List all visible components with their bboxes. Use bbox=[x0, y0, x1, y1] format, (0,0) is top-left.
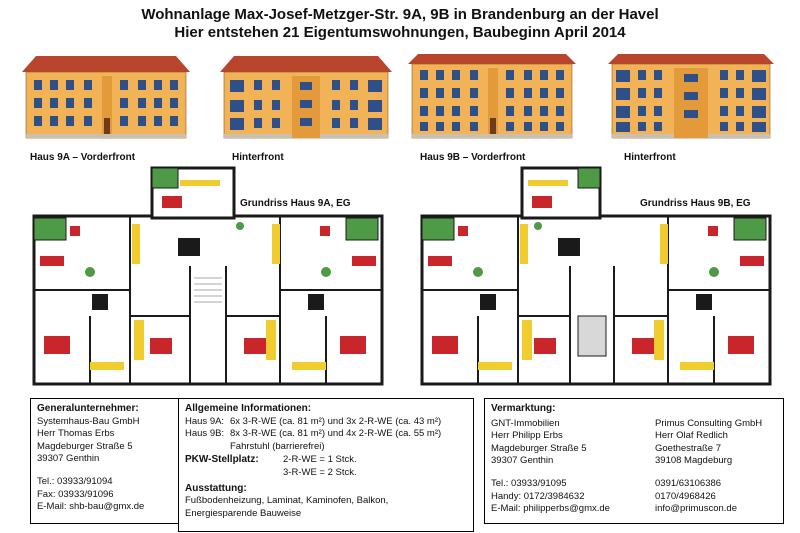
page-subtitle: Hier entstehen 21 Eigentumswohnungen, Baubeginn April 2014 bbox=[174, 24, 626, 41]
info-house-9a-label: Haus 9A: bbox=[185, 415, 225, 427]
contractor-company: Systemhaus-Bau GmbH bbox=[37, 415, 140, 427]
info-house-9b-units: 8x 3-R-WE (ca. 81 m²) und 4x 2-R-WE (ca. 55 m²) bbox=[230, 428, 442, 440]
building-elevation-9a-front bbox=[22, 50, 190, 140]
info-parking-2room: 2-R-WE = 1 Stck. bbox=[283, 454, 357, 466]
building-elevation-9b-back bbox=[608, 50, 774, 140]
info-elevator: Fahrstuhl (barrierefrei) bbox=[230, 440, 325, 452]
marketing-consultant-phone: 0391/63106386 bbox=[655, 477, 722, 489]
marketing-agent-email: E-Mail: philipperbs@gmx.de bbox=[491, 503, 610, 515]
marketing-agent-person: Herr Philipp Erbs bbox=[491, 430, 563, 442]
marketing-agent-company: GNT-Immobilien bbox=[491, 417, 560, 429]
marketing-consultant-person: Herr Olaf Redlich bbox=[655, 430, 728, 442]
marketing-agent-city: 39307 Genthin bbox=[491, 455, 554, 467]
building-elevation-9a-back bbox=[220, 50, 392, 140]
elevation-label-9b-front: Haus 9B – Vorderfront bbox=[420, 152, 526, 163]
info-equipment-line1: Fußbodenheizung, Laminat, Kaminofen, Balkon, bbox=[185, 495, 389, 507]
info-parking-3room: 3-R-WE = 2 Stck. bbox=[283, 466, 357, 478]
contractor-email: E-Mail: shb-bau@gmx.de bbox=[37, 501, 145, 513]
info-house-9a-units: 6x 3-R-WE (ca. 81 m²) und 3x 2-R-WE (ca. 43 m²) bbox=[230, 415, 442, 427]
general-info-box bbox=[178, 398, 474, 532]
marketing-consultant-company: Primus Consulting GmbH bbox=[655, 417, 763, 429]
contractor-box bbox=[30, 398, 180, 524]
marketing-agent-mobile: Handy: 0172/3984632 bbox=[491, 490, 585, 502]
marketing-agent-street: Magdeburger Straße 5 bbox=[491, 442, 587, 454]
marketing-consultant-mobile: 0170/4968426 bbox=[655, 490, 716, 502]
marketing-box bbox=[484, 398, 784, 524]
building-elevation-9b-front bbox=[408, 50, 576, 140]
contractor-street: Magdeburger Straße 5 bbox=[37, 440, 133, 452]
marketing-consultant-city: 39108 Magdeburg bbox=[655, 455, 733, 467]
contractor-city: 39307 Genthin bbox=[37, 453, 100, 465]
contractor-phone: Tel.: 03933/91094 bbox=[37, 475, 113, 487]
marketing-consultant-street: Goethestraße 7 bbox=[655, 442, 722, 454]
info-house-9b-label: Haus 9B: bbox=[185, 428, 225, 440]
elevation-label-9b-back: Hinterfront bbox=[624, 152, 676, 163]
marketing-heading: Vermarktung: bbox=[491, 403, 556, 414]
elevation-label-9a-back: Hinterfront bbox=[232, 152, 284, 163]
info-heading: Allgemeine Informationen: bbox=[185, 403, 312, 414]
contractor-fax: Fax: 03933/91096 bbox=[37, 488, 114, 500]
marketing-agent-phone: Tel.: 03933/91095 bbox=[491, 477, 567, 489]
info-equipment-line2: Energiesparende Bauweise bbox=[185, 507, 302, 519]
elevation-label-9a-front: Haus 9A – Vorderfront bbox=[30, 152, 136, 163]
contractor-heading: Generalunternehmer: bbox=[37, 403, 139, 414]
floor-plan-title-9a: Grundriss Haus 9A, EG bbox=[240, 198, 351, 209]
contractor-person: Herr Thomas Erbs bbox=[37, 428, 115, 440]
page-title: Wohnanlage Max-Josef-Metzger-Str. 9A, 9B in Brandenburg an der Havel bbox=[141, 6, 659, 23]
info-parking-label: PKW-Stellplatz: bbox=[185, 454, 259, 466]
marketing-consultant-email: info@primuscon.de bbox=[655, 503, 737, 515]
info-equipment-label: Ausstattung: bbox=[185, 482, 247, 494]
floor-plan-title-9b: Grundriss Haus 9B, EG bbox=[640, 198, 751, 209]
